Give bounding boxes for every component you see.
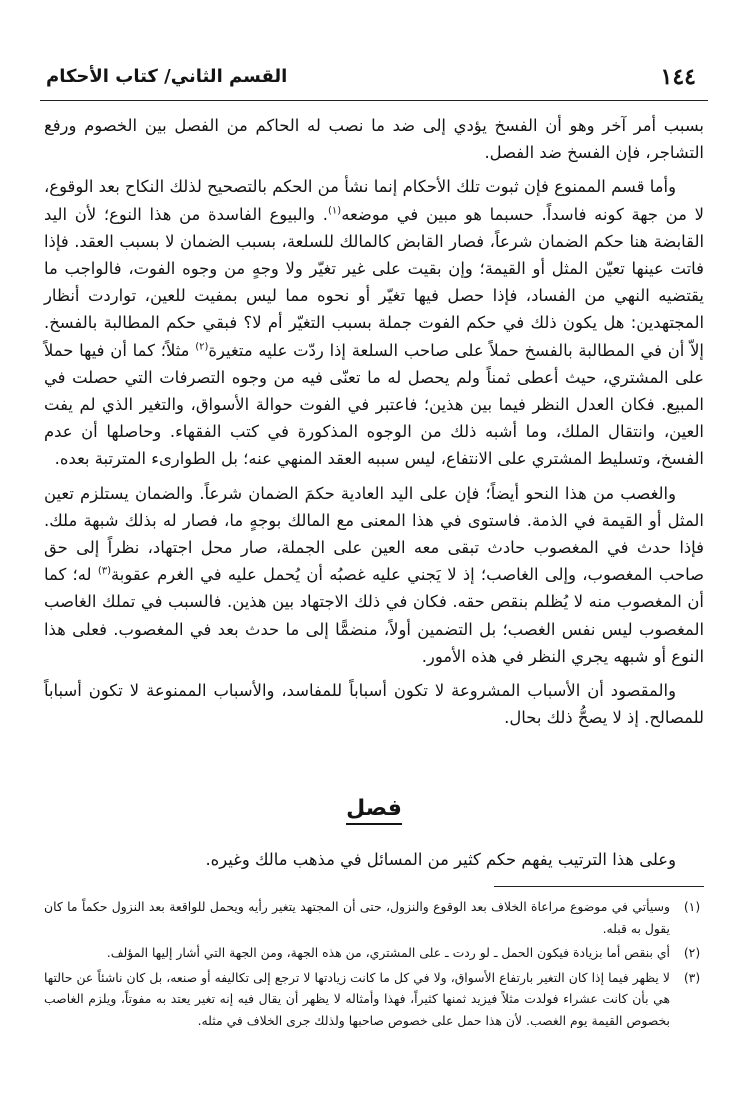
footnote-ref-2: (٢) <box>195 341 209 353</box>
footnote-ref-3: (٣) <box>97 565 111 577</box>
footnote-number: (٣) <box>683 969 701 985</box>
footnotes <box>44 896 714 1034</box>
paragraph-2-start: وأما قسم الممنوع فإن ثبوت تلك الأحكام إنما نشأ من الحكم بالتصحيح لذلك النكاح بعد الوقوع، لا من جهة كونه فاسداً. حسبما هو مبين في موضعه <box>44 177 704 224</box>
footnote-3 <box>44 967 714 1032</box>
section-text: وعلى هذا الترتيب يفهم حكم كثير من المسائل في مذهب مالك وغيره. <box>205 850 676 869</box>
footnote-number: (٢) <box>683 945 701 960</box>
footnote-2 <box>44 942 714 964</box>
paragraph-2-middle: . والبيوع الفاسدة من هذا النوع؛ لأن اليد القابضة هنا حكم الضمان شرعاً، فصار القابض كالمالك للسلعة، بسبب الضمان لا بسبب العقد. فإذا فاتت عينها تعيّن المثل أو القيمة؛ وإن بقيت على غير تغيّر ولا وجهٍ من وجوه الفوت، فالواجب ما يقتضيه النهي من الفساد، فإذا حصل فيها تغيّر أو نحوه مما ليس بمفيت للعين، تواردت أنظار المجتهدين: هل يكون ذلك في حكم الفوت جملة بسبب التغيّر أم لا؟ فبقي حكم المطالبة بالفسخ. إلاّ أن في المطالبة بالفسخ حملاً على صاحب السلعة إذا ردّت عليه متغيرة <box>44 204 704 360</box>
footnote-text: أي بنقص أما بزيادة فيكون الحمل ـ لو ردت ـ على المشتري، من هذه الجهة، ومن الجهة التي أشار إليها المؤلف. <box>106 945 670 960</box>
paragraph-3-start: والغصب من هذا النحو أيضاً؛ فإن على اليد العادية حكمَ الضمان شرعاً. والضمان يستلزم تعين المثل أو القيمة في الذمة. فاستوى في هذا المعنى مع المالك بوجهٍ ما، فصار له بذلك شبهة ملك. فإذا حدث في المغصوب حادث تبقى معه العين على الجملة، صار محل اجتهاد، نظراً إلى حق صاحب المغصوب، وإلى الغاصب؛ إذ لا يَجني عليه غصبُه أن يُحمل عليه في الغرم عقوبة <box>44 483 705 585</box>
main-text <box>44 112 704 738</box>
footnote-1 <box>44 896 714 939</box>
section-heading <box>44 796 704 821</box>
paragraph-3 <box>44 480 704 670</box>
footnote-number: (١) <box>683 899 701 914</box>
section-heading-text: فصل <box>346 796 402 825</box>
page-header <box>40 64 708 101</box>
page-number: ١٤٤ <box>660 64 696 90</box>
running-title: القسم الثاني/ كتاب الأحكام <box>46 66 288 87</box>
footnote-text: لا يظهر فيما إذا كان التغير بارتفاع الأسواق، ولا في كل ما كانت زيادتها لا ترجع إلى تكاليفه أو صنعه، بل كان ناشئاً عن حالتها هي بأن كانت عشراء فولدت مثلاً فيزيد ثمنها كثيراً، فهذا وأمثاله لا يظهر أن يقال فيه إنه تغير يعتد به مفوتاً، ويلزم الغاصب بخصوص القيمة يوم الغصب. لأن هذا حمل على خصوص صاحبها ولذلك جرى الخلاف في مثله. <box>44 969 670 1028</box>
footnote-ref-1: (١) <box>328 205 342 217</box>
paragraph-2 <box>44 173 704 472</box>
paragraph-3-end: له؛ كما أن المغصوب منه لا يُظلم بنقص حقه. فكان في ذلك الاجتهاد بين هذين. فالسبب في تملك الغاصب المغصوب ليس نفس الغصب؛ بل التضمين أولاً، منضمًّا إلى ما حدث بعد في المغصوب. فعلى هذا النوع أو شبهه يجري النظر في هذه الأمور. <box>44 565 704 666</box>
footnote-divider <box>494 886 704 887</box>
paragraph-4: والمقصود أن الأسباب المشروعة لا تكون أسباباً للمفاسد، والأسباب الممنوعة لا تكون أسباباً للمصالح. إذ لا يصحُّ ذلك بحال. <box>44 681 704 728</box>
footnote-text: وسيأتي في موضوع مراعاة الخلاف بعد الوقوع والنزول، حتى أن المجتهد يتغير رأيه ويحمل للواقعة بعد النزول حكماً ما كان يقول به قبله. <box>44 899 670 936</box>
paragraph-1: بسبب أمر آخر وهو أن الفسخ يؤدي إلى ضد ما نصب له الحاكم من الفصل بين الخصوم ورفع التشاجر، فإن الفسخ ضد الفصل. <box>44 116 704 163</box>
paragraph-2-end: مثلاً؛ كما أن فيها حملاً على المشتري، حيث أعطى ثمناً ولم يحصل له ما تعنّى فيه من وجوه التصرفات التي حصلت في المبيع. فكان العدل النظر فيما بين هذين؛ فاعتبر في الفوت حوالة الأسواق، والتغير الذي لم يفت العين، وانتقال الملك، وما أشبه ذلك من الوجوه المذكورة في كتب الفقهاء. وحاصلها أن عدم الفسخ، وتسليط المشتري على الانتفاع، ليس سببه العقد المنهي عنه؛ بل الطوارىء المترتبة بعده. <box>44 340 704 469</box>
